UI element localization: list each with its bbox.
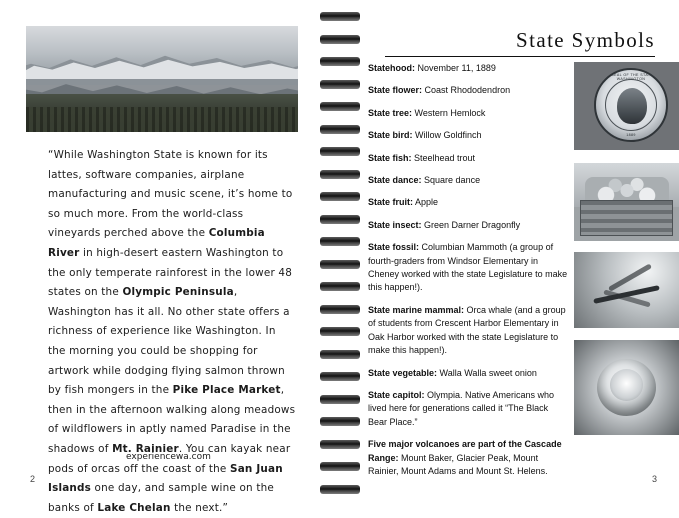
state-symbol-value: Olympia. Native Americans who lived here for generations called it “The Black Bear Place.” <box>368 389 555 427</box>
state-symbols-list <box>368 62 568 487</box>
quote-text: . You can kayak near pods of orcas off the coast of the <box>48 442 291 475</box>
state-symbol-item <box>368 241 568 295</box>
quote-source: experiencewa.com <box>126 452 211 462</box>
state-symbol-item <box>368 174 568 187</box>
binding-coil <box>320 260 360 269</box>
mountain-landscape-photo <box>26 26 298 132</box>
left-page <box>0 0 318 514</box>
onion-photo <box>574 340 679 435</box>
binding-coil <box>320 485 360 494</box>
state-symbol-value: Western Hemlock <box>412 107 486 118</box>
binding-coil <box>320 282 360 291</box>
binding-coil <box>320 440 360 449</box>
quote-text: the next.” <box>170 501 229 514</box>
state-symbol-label: State tree: <box>368 107 413 118</box>
page-number-right: 3 <box>651 474 657 484</box>
state-symbol-value: Walla Walla sweet onion <box>437 367 537 378</box>
binding-coil <box>320 215 360 224</box>
binding-coil <box>320 305 360 314</box>
state-symbol-label: State fossil: <box>368 242 420 253</box>
seal-portrait <box>617 88 647 124</box>
binding-coil <box>320 80 360 89</box>
binding-coil <box>320 102 360 111</box>
binding-coil <box>320 147 360 156</box>
state-symbol-value: November 11, 1889 <box>415 63 496 73</box>
binding-coil <box>320 327 360 336</box>
state-symbol-label: State bird: <box>368 130 413 141</box>
apples-crate <box>580 200 672 236</box>
state-symbol-value: Coast Rhododendron <box>422 85 511 96</box>
state-symbol-value: Mount Baker, Glacier Peak, Mount Rainier, Mount Adams and Mount St. Helens. <box>368 452 548 476</box>
binding-coil <box>320 395 360 404</box>
state-symbol-value: Columbian Mammoth (a group of fourth-graders from Windsor Elementary in Cheney worked with the state Legislature to make this happen!). <box>368 242 568 293</box>
quote-text: , Washington has it all. No other state offers a richness of experience like Washington. In the morning you could be shopping for artwork while dodging flying salmon thrown by fish mongers in the <box>48 286 290 397</box>
state-symbol-label: State capitol: <box>368 389 425 400</box>
state-symbol-value: Apple <box>413 197 439 208</box>
spiral-binding <box>318 0 362 506</box>
quote-place-name: Olympic Peninsula <box>122 286 234 299</box>
binding-coil <box>320 350 360 359</box>
state-symbol-label: State fish: <box>368 152 412 163</box>
binding-coil <box>320 237 360 246</box>
title-divider <box>385 56 655 57</box>
dragonfly-photo <box>574 252 679 328</box>
state-symbol-item <box>368 84 568 97</box>
binding-coil <box>320 57 360 66</box>
quote-place-name: Columbia River <box>48 227 265 259</box>
state-symbol-label: Five major volcanoes are part of the Cascade Range: <box>368 439 562 463</box>
state-symbol-item <box>368 438 568 478</box>
quote-place-name: San Juan Islands <box>48 462 283 495</box>
state-symbol-item <box>368 107 568 120</box>
page-title: State Symbols <box>516 28 655 52</box>
state-symbol-item <box>368 304 568 358</box>
right-page <box>362 0 679 506</box>
binding-coil <box>320 170 360 179</box>
apples-photo <box>574 163 679 241</box>
state-symbol-item <box>368 152 568 165</box>
state-symbol-label: State dance: <box>368 175 422 186</box>
state-symbol-label: State insect: <box>368 219 422 230</box>
binding-coil <box>320 372 360 381</box>
quote-place-name: Pike Place Market <box>172 384 281 397</box>
state-symbol-item <box>368 196 568 209</box>
state-symbol-value: Steelhead trout <box>411 152 476 163</box>
state-symbol-label: State fruit: <box>368 197 413 208</box>
binding-coil <box>320 192 360 201</box>
binding-coil <box>320 35 360 44</box>
state-symbol-label: Statehood: <box>368 63 415 73</box>
state-symbol-item <box>368 219 568 232</box>
state-symbol-value: Green Darner Dragonfly <box>421 219 521 230</box>
seal-ring-text-bottom: 1889 <box>626 133 636 137</box>
state-seal-icon <box>594 68 668 142</box>
page-number-left: 2 <box>30 474 36 484</box>
state-symbol-label: State marine mammal: <box>368 304 465 315</box>
quote-place-name: Lake Chelan <box>97 501 171 514</box>
state-symbol-value: Square dance <box>421 175 481 186</box>
quote-place-name: Mt. Rainier <box>112 442 179 455</box>
state-symbol-item <box>368 367 568 380</box>
binding-coil <box>320 125 360 134</box>
state-symbol-item <box>368 129 568 142</box>
quote-text: “While Washington State is known for its lattes, software companies, airplane manufacturing and music scene, it’s home to so much more. From the world-class vineyards perched above the <box>48 149 293 240</box>
state-symbol-item <box>368 62 568 75</box>
binding-coil <box>320 462 360 471</box>
binding-coil <box>320 417 360 426</box>
state-symbol-value: Willow Goldfinch <box>412 130 482 141</box>
intro-quote <box>48 146 296 518</box>
quote-text: one day, and sample wine on the banks of <box>48 482 275 514</box>
binding-coil <box>320 12 360 21</box>
state-symbol-value: Orca whale (and a group of students from Crescent Harbor Elementary in Oak Harbor worked with the state Legislature to make this happen!). <box>368 304 566 356</box>
dragonfly-photo-background <box>574 252 679 328</box>
onion-inner-layer <box>610 369 644 401</box>
photo-treeline <box>26 107 298 132</box>
seal-ring-text-top: THE SEAL OF THE STATE OF WASHINGTON <box>601 73 661 81</box>
state-symbol-label: State vegetable: <box>368 367 438 378</box>
state-symbol-item <box>368 389 568 429</box>
state-symbol-label: State flower: <box>368 85 423 96</box>
quote-text: , then in the afternoon walking along meadows of wildflowers in aptly named Paradise in the shadows of <box>48 384 296 455</box>
quote-text: in high-desert eastern Washington to the only temperate rainforest in the lower 48 states on the <box>48 246 293 299</box>
